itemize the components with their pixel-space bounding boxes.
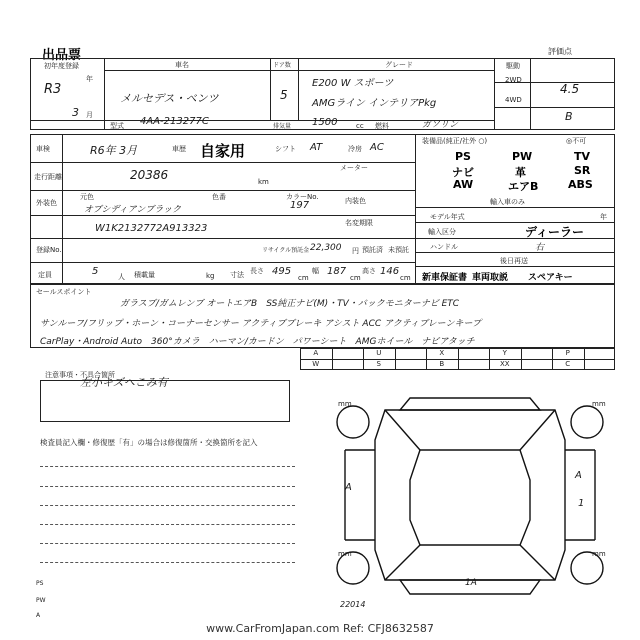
load-unit: kg [206, 272, 215, 280]
eval-score: 4.5 [560, 82, 580, 96]
car-name-value: メルセデス・ベンツ [120, 92, 219, 105]
inspector-label: 検査員記入欄・修復歴「有」の場合は修復箇所・交換箇所を記入 [40, 438, 258, 447]
import-type-label: 輸入区分 [428, 228, 456, 236]
watermark: www.CarFromJapan.com Ref: CFJ8632587 [206, 622, 434, 635]
handle-label: ハンドル [430, 243, 458, 251]
equip-leather: 革 [515, 166, 526, 179]
mm-label-rl: mm [338, 550, 352, 558]
sales-label: セールスポイント [36, 288, 92, 296]
car-diagram [325, 380, 615, 610]
notes-value: 左小キズへこみ有 [80, 376, 168, 389]
drive-label: 駆動 [506, 62, 520, 70]
capacity-unit: 人 [118, 273, 125, 281]
legend-cell: U [376, 349, 382, 357]
legend-cell: B [439, 360, 445, 368]
fuel-label: 燃料 [375, 122, 389, 130]
color-no-label: 色番 [212, 193, 226, 201]
model-year-unit: 年 [600, 213, 607, 221]
recycle-label: リサイクル預託金 [262, 247, 310, 254]
model-value: 4AA-213277C [140, 116, 209, 127]
displacement-value: 1500 [312, 117, 338, 128]
equip-navi: ナビ [452, 166, 474, 179]
interior-score: B [565, 110, 573, 123]
width-value: 187 [327, 266, 347, 277]
handle-value: 右 [535, 243, 545, 253]
damage-mark-1: 1 [578, 498, 585, 509]
model-label: 型式 [110, 122, 124, 130]
equip-sr: SR [574, 164, 591, 177]
write-line [40, 466, 295, 467]
damage-mark-a: A [575, 470, 582, 481]
wheel-front-right [571, 406, 603, 438]
ac-label: 冷房 [348, 145, 362, 153]
form-title: 出品票 [42, 48, 82, 63]
car-name-label: 車名 [175, 61, 189, 69]
recycle-unit: 円 [352, 247, 359, 255]
write-line [40, 562, 295, 563]
width-label: 幅 [312, 267, 319, 275]
doors-label: ドア数 [273, 62, 291, 69]
legend-cell: P [565, 349, 570, 357]
fuel-value: ガソリン [422, 120, 459, 130]
meter-label: メーター [340, 164, 368, 172]
recycle-paid-label: 預託済 [362, 246, 383, 254]
equip-airbag: エアB [508, 180, 539, 193]
inspection-label: 車検 [36, 145, 50, 153]
length-label: 長さ [250, 267, 264, 275]
footer-ps: PS [36, 580, 44, 587]
footer-code: 22014 [340, 600, 366, 609]
exterior-label: 外装色 [36, 199, 57, 207]
displacement-label: 排気量 [273, 123, 292, 130]
eval-label: 評価点 [548, 47, 572, 56]
wheel-front-left [337, 406, 369, 438]
capacity-label: 定員 [38, 271, 52, 279]
doors-value: 5 [280, 88, 288, 102]
drive-4wd: 4WD [505, 96, 522, 104]
write-line [40, 524, 295, 525]
model-year-label: モデル年式 [430, 213, 465, 221]
grade-label: グレード [385, 61, 413, 69]
doc-warranty: 新車保証書 [422, 273, 468, 283]
doc-manual: 車両取説 [472, 273, 509, 283]
mileage-value: 20386 [130, 168, 169, 182]
length-value: 495 [272, 266, 292, 277]
grade-value-2: AMGライン インテリアPkg [312, 98, 437, 109]
original-label: 元色 [80, 193, 94, 201]
equip-abs: ABS [568, 178, 593, 191]
legend-cell: XX [499, 360, 510, 368]
import-type-value: ディーラー [525, 225, 585, 239]
damage-mark-1a: 1A [465, 578, 477, 588]
footer-a: A [36, 612, 41, 619]
equipment-title: 装備品(純正/社外 ○) [422, 137, 488, 145]
legend-cell: S [376, 360, 381, 368]
sales-line-2: サンルーフ/フリップ・ホーン・コーナーセンサー アクティブブレーキ アシスト ACC アクティブレーンキープ [40, 319, 482, 329]
mm-label-fr: mm [592, 400, 606, 408]
shift-label: シフト [275, 145, 296, 153]
color-code-label: カラーNo. [286, 193, 319, 201]
damage-mark-a: A [345, 482, 352, 493]
grade-value-1: E200 W スポーツ [312, 78, 394, 89]
import-label: 輸入車のみ [490, 198, 525, 206]
reg-no-label: 登録No. [36, 246, 62, 254]
usage-label: 車歴 [172, 145, 186, 153]
recycle-unpaid-label: 未預託 [388, 246, 409, 254]
month-unit: 月 [86, 111, 93, 119]
color-code-value: 197 [290, 200, 310, 211]
write-line [40, 543, 295, 544]
legend-cell: Y [502, 349, 507, 357]
write-line [40, 505, 295, 506]
mileage-unit: km [258, 178, 269, 186]
legend-cell: X [439, 349, 445, 357]
height-value: 146 [380, 266, 400, 277]
inspection-value: R6年 3月 [90, 144, 138, 157]
month-value: 3 [72, 106, 79, 119]
drive-2wd: 2WD [505, 76, 522, 84]
displacement-unit: cc [356, 122, 364, 130]
optional-label: ◎不可 [566, 137, 587, 145]
year-value: R3 [44, 82, 62, 97]
size-label: 寸法 [230, 271, 244, 279]
first-reg-label: 初年度登録 [44, 62, 79, 70]
equip-aw: AW [453, 178, 474, 191]
load-label: 積載量 [134, 271, 155, 279]
height-unit: cm [400, 274, 411, 282]
docs-title: 後日再送 [500, 257, 528, 265]
doc-spare-key: スペアキー [528, 273, 573, 283]
mileage-label: 走行距離 [34, 173, 62, 181]
equip-ps: PS [455, 150, 471, 163]
shift-value: AT [310, 142, 323, 153]
mm-label-rr: mm [592, 550, 606, 558]
legend-cell: W [312, 360, 320, 368]
length-unit: cm [298, 274, 309, 282]
width-unit: cm [350, 274, 361, 282]
footer-pw: PW [36, 597, 46, 604]
vin-value: W1K2132772A913323 [95, 223, 208, 234]
equip-pw: PW [512, 150, 533, 163]
equip-tv: TV [574, 150, 591, 163]
legend-cell: A [313, 349, 319, 357]
recycle-value: 22,300 [310, 243, 342, 253]
write-line [40, 486, 295, 487]
exterior-value: オブシディアンブラック [84, 205, 182, 215]
interior-color-label: 内装色 [345, 197, 366, 205]
usage-value: 自家用 [200, 142, 246, 160]
notes-label: 注意事項・不具合箇所 [45, 371, 115, 379]
height-label: 高さ [362, 267, 376, 275]
sales-line-1: ガラスブ/ガムレンブ オートエアB SS純正ナビ(M)・TV・バックモニターナビ ETC [120, 299, 460, 309]
name-change-label: 名変期限 [345, 219, 373, 227]
legend-cell: C [565, 360, 571, 368]
sales-line-3: CarPlay・Android Auto 360°カメラ ハーマン/カードン パワーシート AMGホイール ナビアタッチ [40, 337, 475, 347]
capacity-value: 5 [92, 266, 99, 277]
ac-value: AC [370, 142, 384, 153]
mm-label-fl: mm [338, 400, 352, 408]
year-unit: 年 [86, 75, 93, 83]
